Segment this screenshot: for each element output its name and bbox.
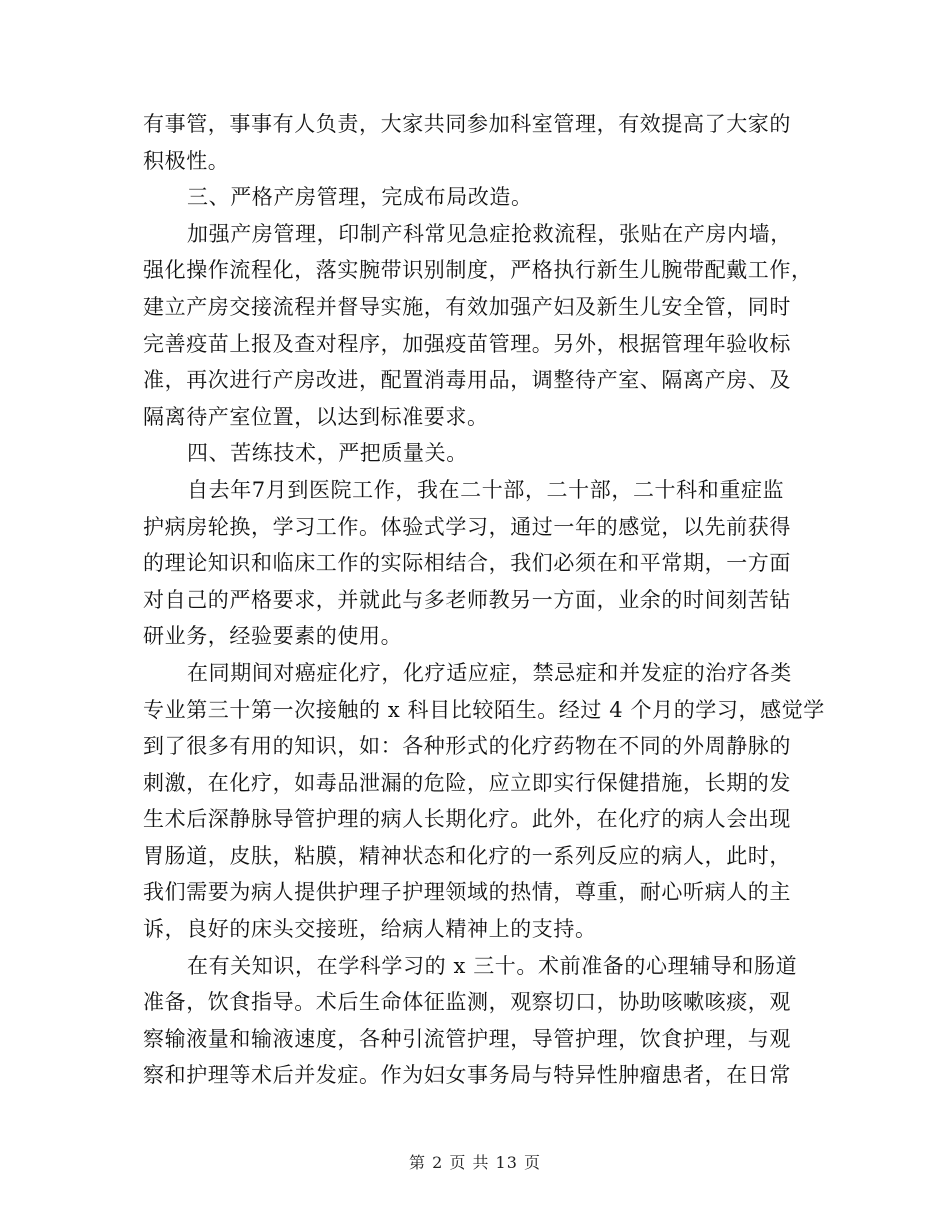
text-line: 准备，饮食指导。术后生命体征监测，观察切口，协助咳嗽咳痰，观 [143,990,791,1015]
text-line: 自去年7月到医院工作，我在二十部，二十部，二十科和重症监 [187,477,785,502]
text-line: 胃肠道，皮肤，粘膜，精神状态和化疗的一系列反应的病人，此时， [143,843,791,868]
text-line: 在有关知识，在学科学习的 x 三十。术前准备的心理辅导和肠道 [187,953,798,978]
text-line: 专业第三十第一次接触的 x 科目比较陌生。经过 4 个月的学习，感觉学 [143,697,825,722]
text-line: 生术后深静脉导管护理的病人长期化疗。此外，在化疗的病人会出现 [143,807,791,832]
text-line: 隔离待产室位置，以达到标准要求。 [143,404,489,429]
text-line: 完善疫苗上报及查对程序，加强疫苗管理。另外，根据管理年验收标 [143,331,791,356]
text-line: 刺激，在化疗，如毒品泄漏的危险，应立即实行保健措施，长期的发 [143,770,791,795]
text-line: 护病房轮换，学习工作。体验式学习，通过一年的感觉，以先前获得 [143,514,791,539]
text-line: 对自己的严格要求，并就此与多老师教另一方面，业余的时间刻苦钻 [143,587,791,612]
text-line: 我们需要为病人提供护理子护理领域的热情，尊重，耐心听病人的主 [143,880,791,905]
text-line: 诉，良好的床头交接班，给病人精神上的支持。 [143,917,597,942]
text-line: 建立产房交接流程并督导实施，有效加强产妇及新生儿安全管，同时 [143,294,791,319]
text-line: 到了很多有用的知识，如：各种形式的化疗药物在不同的外周静脉的 [143,734,791,759]
document-body [143,106,825,1094]
text-line: 积极性。 [143,148,230,173]
page-footer: 第 2 页 共 13 页 [409,1153,541,1172]
text-line: 在同期间对癌症化疗，化疗适应症，禁忌症和并发症的治疗各类 [187,660,792,685]
text-line: 加强产房管理，印制产科常见急症抢救流程，张贴在产房内墙， [187,221,792,246]
text-line: 察输液量和输液速度，各种引流管护理，导管护理，饮食护理，与观 [143,1026,791,1051]
text-line: 三、严格产房管理，完成布局改造。 [187,185,533,210]
text-line: 察和护理等术后并发症。作为妇女事务局与特异性肿瘤患者，在日常 [143,1063,791,1088]
text-line: 强化操作流程化，落实腕带识别制度，严格执行新生儿腕带配戴工作， [143,258,813,283]
text-line: 准，再次进行产房改进，配置消毒用品，调整待产室、隔离产房、及 [143,368,791,393]
text-line: 四、苦练技术，严把质量关。 [187,441,468,466]
text-line: 有事管，事事有人负责，大家共同参加科室管理，有效提高了大家的 [143,112,791,136]
text-line: 研业务，经验要素的使用。 [143,624,403,649]
text-line: 的理论知识和临床工作的实际相结合，我们必须在和平常期，一方面 [143,551,791,576]
